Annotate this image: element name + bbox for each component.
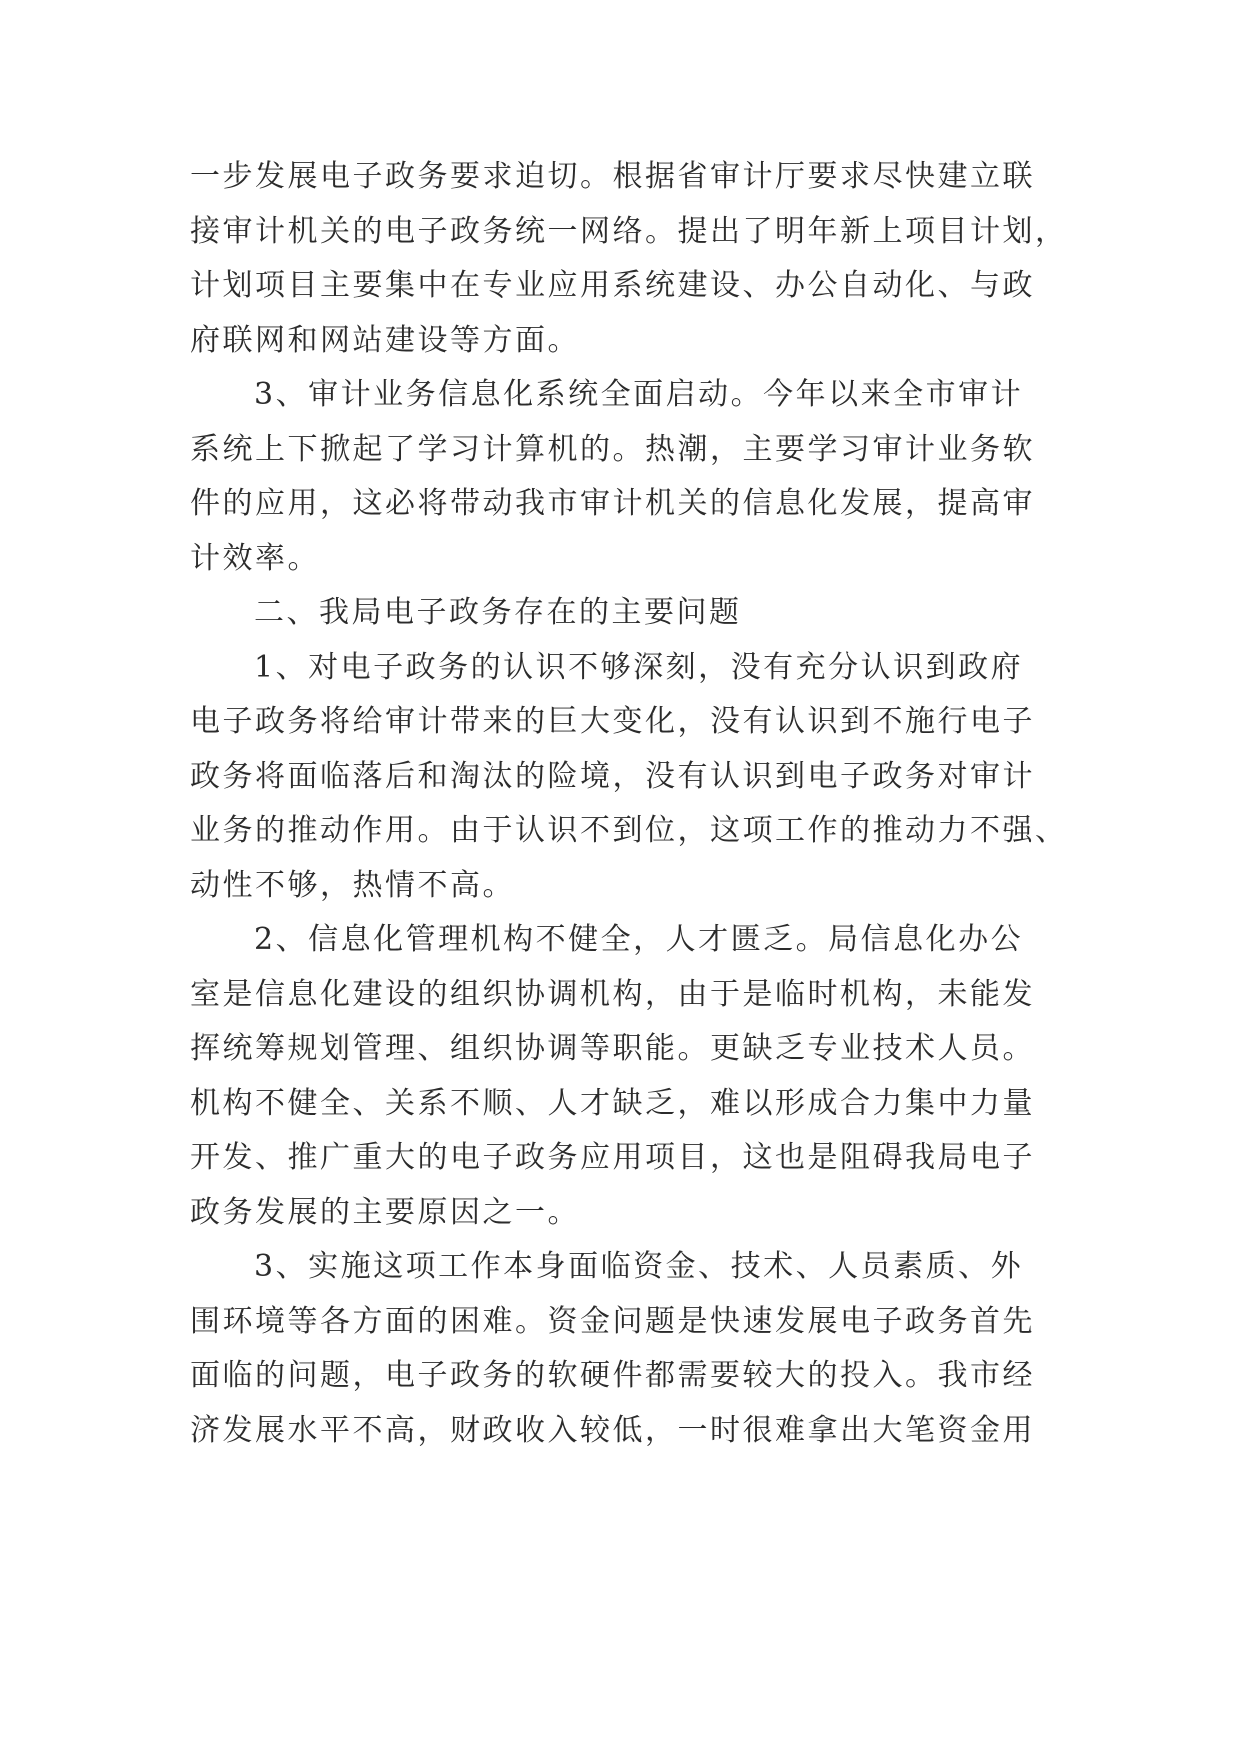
document-body xyxy=(190,150,1090,1458)
text-line: 1、对电子政务的认识不够深刻，没有充分认识到政府 xyxy=(254,649,1024,685)
text-line: 机构不健全、关系不顺、人才缺乏，难以形成合力集中力量 xyxy=(190,1085,1035,1121)
text-line: 动性不够，热情不高。 xyxy=(190,867,515,903)
text-line: 二、我局电子政务存在的主要问题 xyxy=(254,595,742,630)
text-line: 3、审计业务信息化系统全面启动。今年以来全市审计 xyxy=(254,377,1024,412)
text-line: 计效率。 xyxy=(190,540,320,576)
text-line: 电子政务将给审计带来的巨大变化，没有认识到不施行电子 xyxy=(190,704,1035,739)
text-line: 政务将面临落后和淘汰的险境，没有认识到电子政务对审计 xyxy=(190,758,1035,794)
text-line: 系统上下掀起了学习计算机的。热潮，主要学习审计业务软 xyxy=(190,431,1035,467)
text-line: 围环境等各方面的困难。资金问题是快速发展电子政务首先 xyxy=(190,1303,1035,1339)
text-line: 挥统筹规划管理、组织协调等职能。更缺乏专业技术人员。 xyxy=(190,1031,1035,1066)
text-line: 府联网和网站建设等方面。 xyxy=(190,322,580,358)
text-line: 面临的问题，电子政务的软硬件都需要较大的投入。我市经 xyxy=(190,1358,1035,1393)
text-line: 济发展水平不高，财政收入较低，一时很难拿出大笔资金用 xyxy=(190,1412,1035,1448)
text-line: 接审计机关的电子政务统一网络。提出了明年新上项目计划， xyxy=(190,213,1068,249)
text-line: 政务发展的主要原因之一。 xyxy=(190,1194,580,1230)
text-line: 计划项目主要集中在专业应用系统建设、办公自动化、与政 xyxy=(190,268,1035,303)
text-line: 3、实施这项工作本身面临资金、技术、人员素质、外 xyxy=(254,1249,1024,1284)
text-line: 件的应用，这必将带动我市审计机关的信息化发展，提高审 xyxy=(190,486,1035,521)
text-line: 开发、推广重大的电子政务应用项目，这也是阻碍我局电子 xyxy=(190,1140,1035,1175)
text-line: 业务的推动作用。由于认识不到位，这项工作的推动力不强、 xyxy=(190,813,1068,848)
text-line: 室是信息化建设的组织协调机构，由于是临时机构，未能发 xyxy=(190,976,1035,1012)
text-line: 2、信息化管理机构不健全，人才匮乏。局信息化办公 xyxy=(254,922,1024,957)
text-line: 一步发展电子政务要求迫切。根据省审计厅要求尽快建立联 xyxy=(190,159,1035,194)
